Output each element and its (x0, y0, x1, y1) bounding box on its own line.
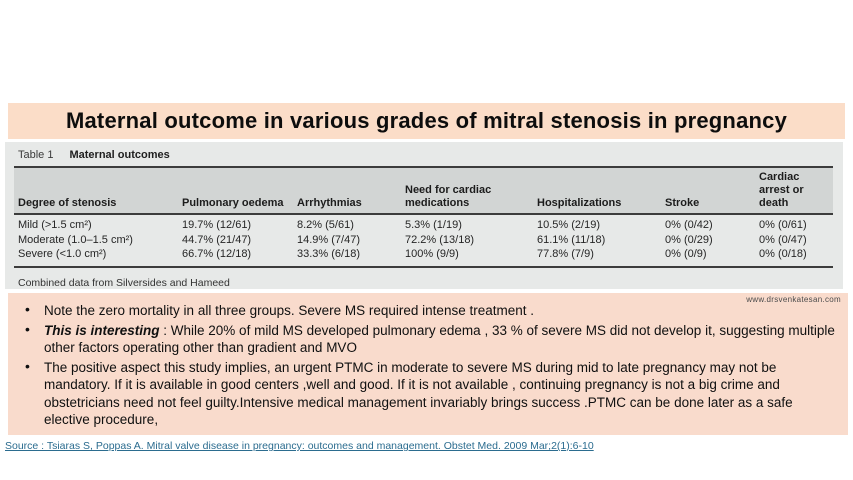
table-row (14, 247, 833, 267)
table-caption (5, 142, 843, 166)
source-citation-link[interactable]: Source : Tsiaras S, Poppas A. Mitral valve disease in pregnancy: outcomes and management. Obstet Med. 2009 Mar;2(1):6-10 (5, 440, 594, 452)
bullet-text: Note the zero mortality in all three groups. Severe MS required intense treatment . (44, 303, 534, 318)
table-cell: 33.3% (6/18) (297, 248, 360, 260)
column-header: Need for cardiac medications (405, 184, 492, 209)
table-cell: 0% (0/9) (665, 248, 707, 260)
table-cell: 5.3% (1/19) (405, 219, 462, 231)
column-header: Stroke (665, 197, 700, 209)
bullet-item-interesting (22, 322, 840, 357)
title-bar (8, 103, 845, 139)
table-cell: 100% (9/9) (405, 248, 459, 260)
table-row (14, 233, 833, 248)
column-header: Pulmonary oedema (182, 197, 284, 209)
table-caption-title: Maternal outcomes (69, 149, 170, 161)
table-header-row (14, 167, 833, 214)
table-cell: 44.7% (21/47) (182, 233, 252, 246)
column-header: Cardiac arrest or death (759, 171, 804, 209)
watermark-url: www.drsvenkatesan.com (746, 295, 841, 304)
bullet-lead-text: This is interesting (44, 322, 160, 338)
commentary-panel (8, 293, 848, 435)
page-title: Maternal outcome in various grades of mitral stenosis in pregnancy (65, 108, 788, 133)
table-footnote: Combined data from Silversides and Hameed (18, 276, 230, 289)
table-cell: 61.1% (11/18) (537, 233, 606, 246)
column-header: Degree of stenosis (18, 197, 117, 209)
bullet-item-positive-aspect (22, 359, 840, 429)
table-cell: 8.2% (5/61) (297, 219, 354, 231)
column-header: Arrhythmias (297, 197, 362, 209)
maternal-outcomes-table (14, 166, 833, 268)
maternal-outcomes-table-panel (5, 142, 843, 289)
table-cell: 0% (0/18) (759, 248, 807, 260)
bullet-text: : While 20% of mild MS developed pulmonary edema , 33 % of severe MS did not develop it, suggesting multiple other factors operating other than gradient and MVO (44, 322, 835, 355)
table-body (14, 214, 833, 267)
bullet-text: The positive aspect this study implies, an urgent PTMC in moderate to severe MS during mid to late pregnancy may not be mandatory. If it is available in good centers ,well and good. If it is not available , continuing pregnancy is not a big crime and obstetricians need not feel guilty.Intensive medical management invariably brings success .PTMC can be done later as a safe elective procedure, (44, 359, 793, 427)
table-cell: 77.8% (7/9) (537, 248, 594, 260)
table-cell: 0% (0/42) (665, 219, 713, 231)
table-cell: 0% (0/61) (759, 219, 807, 231)
table-cell: 66.7% (12/18) (182, 248, 252, 260)
table-cell: Mild (>1.5 cm²) (18, 219, 92, 231)
bullet-item-mortality (22, 302, 840, 320)
table-cell: 0% (0/29) (665, 233, 713, 246)
column-header: Hospitalizations (537, 197, 622, 209)
bullet-list (8, 302, 848, 429)
table-header (14, 167, 833, 214)
table-cell: Moderate (1.0–1.5 cm²) (18, 233, 133, 246)
table-row (14, 214, 833, 233)
table-caption-label: Table 1 (18, 149, 54, 161)
table-cell: 14.9% (7/47) (297, 233, 360, 246)
table-cell: Severe (<1.0 cm²) (18, 248, 107, 260)
table-cell: 72.2% (13/18) (405, 233, 475, 246)
table-cell: 19.7% (12/61) (182, 219, 252, 231)
table-cell: 0% (0/47) (759, 233, 807, 246)
table-cell: 10.5% (2/19) (537, 219, 600, 231)
